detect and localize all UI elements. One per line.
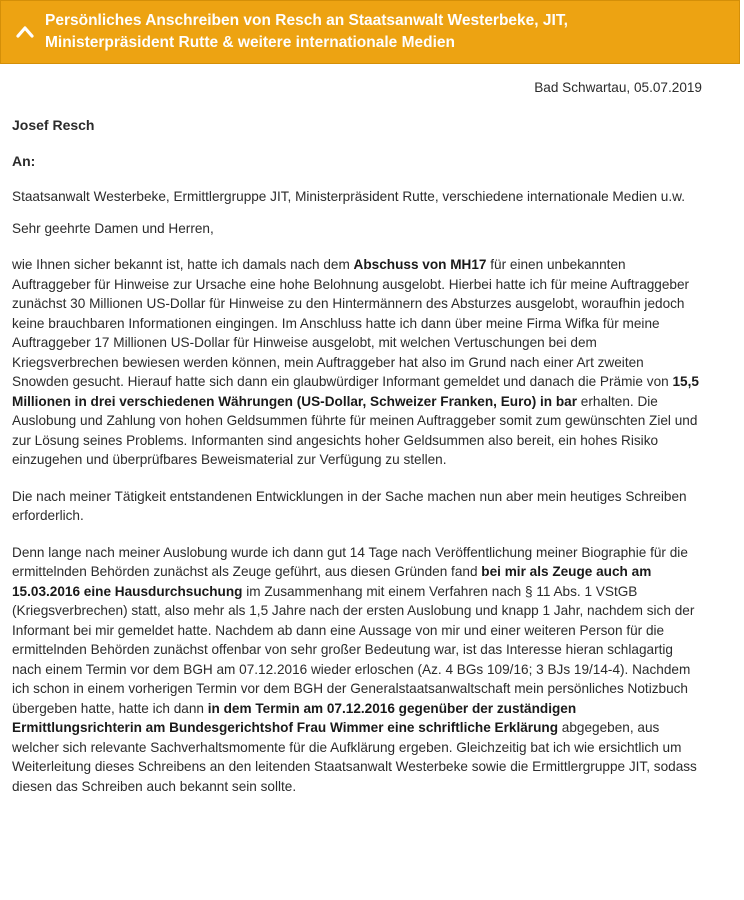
paragraph-3 (12, 543, 702, 797)
header-title (45, 10, 568, 54)
p3-text-a: Denn lange nach meiner Auslobung wurde ich dann gut 14 Tage nach Veröffentlichung meiner Biographie für die ermittelnden Behörden zunächst als Zeuge geführt, aus diesen Gründen fand (12, 544, 688, 579)
header-title-line1: Persönliches Anschreiben von Resch an Staatsanwalt Westerbeke, JIT, (45, 12, 568, 29)
place-date: Bad Schwartau, 05.07.2019 (534, 80, 702, 95)
p1-bold-b: Abschuss von MH17 (353, 257, 487, 272)
salutation: Sehr geehrte Damen und Herren, (12, 220, 214, 236)
sender-name: Josef Resch (12, 117, 95, 133)
recipient-list: Staatsanwalt Westerbeke, Ermittlergruppe JIT, Ministerpräsident Rutte, verschiedene internationale Medien u.w. (12, 189, 685, 204)
p3-bold-d: in dem Termin am 07.12.2016 gegenüber der zuständigen Ermittlungsrichterin am Bundesgerichtshof Frau Wimmer eine schriftliche Erklärung (12, 700, 577, 735)
p3-text-e: abgegeben, aus welcher sich relevante Sachverhaltsmomente für die Aufklärung ergeben. Gleichzeitig bat ich wie ersichtlich um Weiterleitung dieses Schreibens an den leitenden Staatsanwalt Westerbeke sowie die Ermittlergruppe JIT, sodass diesen das Schreiben auch bekannt sein sollte. (12, 720, 697, 794)
header-title-line2: Ministerpräsident Rutte & weitere internationale Medien (45, 34, 455, 51)
paragraph-2: Die nach meiner Tätigkeit entstandenen Entwicklungen in der Sache machen nun aber mein heutiges Schreiben erforderlich. (12, 488, 687, 523)
p3-bold-b: bei mir als Zeuge auch am 15.03.2016 eine Hausdurchsuchung (12, 564, 652, 599)
letter-body (12, 64, 702, 796)
paragraph-1 (12, 255, 702, 470)
p1-text-e: erhalten. Die Auslobung und Zahlung von hohen Geldsummen führte für meinen Auftraggeber somit zum gewünschten Ziel und zur Lösung seines Problems. Informanten sind angesichts hoher Geldsummen also bereit, ein hohes Risiko einzugehen und überprüfbares Beweismaterial zur Verfügung zu stellen. (12, 393, 698, 467)
p1-text-c: für einen unbekannten Auftraggeber für Hinweise zur Ursache eine hohe Belohnung ausgelobt. Hierbei hatte ich für meine Auftraggeber zunächst 30 Millionen US-Dollar für Hinweise zu den Hintermännern des Absturzes ausgelobt, woraufhin jedoch keine brauchbaren Informationen eingingen. Im Anschluss hatte ich dann über meine Firma Wifka für meine Auftraggeber 17 Millionen US-Dollar für Hinweise ausgelobt, mit welchen Vertuschungen bei dem Kriegsverbrechen bewiesen werden können, mein Auftraggeber hat also im Grund nach einer Art zweiten Snowden gesucht. Hierauf hatte sich dann ein glaubwürdiger Informant gemeldet und danach die Prämie von (12, 257, 690, 389)
collapse-header[interactable] (0, 0, 740, 64)
chevron-up-icon (15, 22, 35, 42)
p1-bold-d: 15,5 Millionen in drei verschiedenen Währungen (US-Dollar, Schweizer Franken, Euro) in bar (12, 374, 699, 409)
p1-text-a: wie Ihnen sicher bekannt ist, hatte ich damals nach dem (12, 257, 354, 272)
p3-text-c: im Zusammenhang mit einem Verfahren nach § 11 Abs. 1 VStGB (Kriegsverbrechen) statt, also mehr als 1,5 Jahre nach der ersten Auslobung und knapp 1 Jahr, nachdem sich der Informant bei mir gemeldet hatte. Nachdem ab dann eine Aussage von mir und einer weiteren Person für die ermittelnden Behörden zunächst offenbar von sehr großer Bedeutung war, ist das Interesse hieran schlagartig nach einem Termin vor dem BGH am 07.12.2016 wieder erloschen (Az. 4 BGs 109/16; 3 BJs 19/14-4). Nachdem ich schon in einem vorherigen Termin vor dem BGH der Generalstaatsanwaltschaft mein persönliches Notizbuch übergeben hatte, hatte ich dann (12, 583, 695, 716)
recipient-label: An: (12, 152, 36, 169)
